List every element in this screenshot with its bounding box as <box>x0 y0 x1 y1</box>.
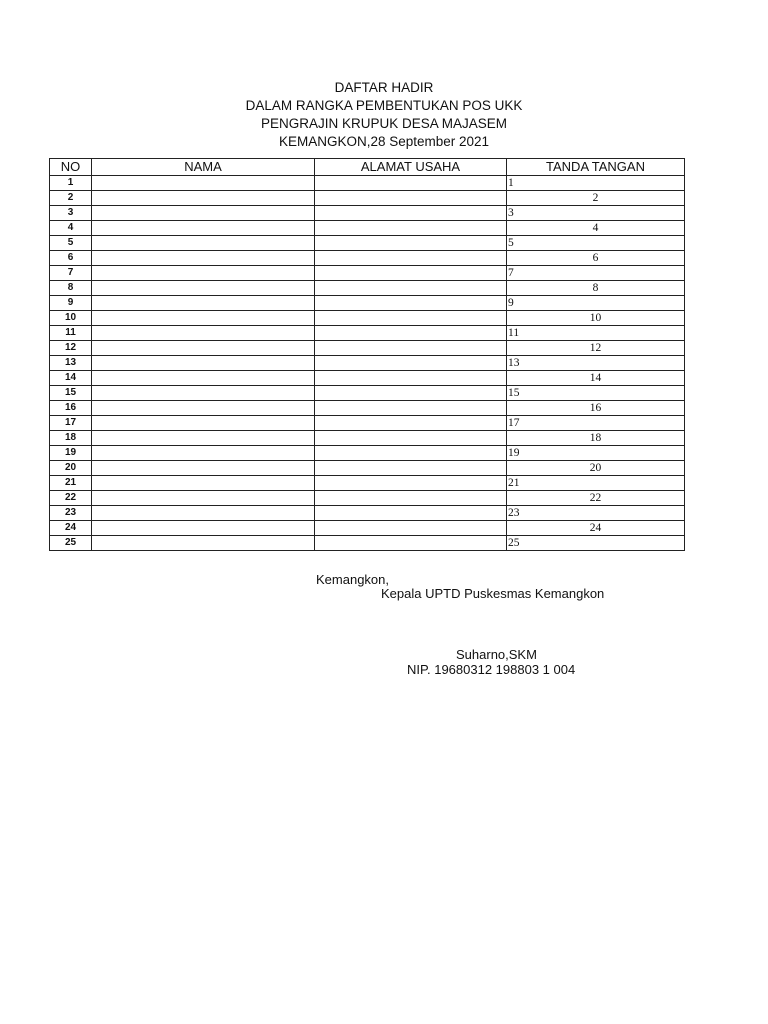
table-row <box>50 476 685 491</box>
cell-nama <box>92 251 315 266</box>
cell-no: 1 <box>50 176 92 191</box>
cell-alamat <box>315 356 507 371</box>
signatory-name: Suharno,SKM <box>456 647 537 662</box>
cell-no: 10 <box>50 311 92 326</box>
cell-tanda-tangan: 8 <box>507 281 685 296</box>
cell-no: 9 <box>50 296 92 311</box>
cell-tanda-tangan: 5 <box>507 236 685 251</box>
cell-alamat <box>315 461 507 476</box>
cell-no: 25 <box>50 536 92 551</box>
cell-alamat <box>315 476 507 491</box>
cell-nama <box>92 311 315 326</box>
cell-no: 3 <box>50 206 92 221</box>
cell-no: 7 <box>50 266 92 281</box>
cell-no: 17 <box>50 416 92 431</box>
cell-alamat <box>315 281 507 296</box>
table-row <box>50 536 685 551</box>
cell-alamat <box>315 416 507 431</box>
cell-alamat <box>315 221 507 236</box>
cell-nama <box>92 326 315 341</box>
cell-tanda-tangan: 19 <box>507 446 685 461</box>
table-row <box>50 416 685 431</box>
cell-no: 24 <box>50 521 92 536</box>
table-row <box>50 356 685 371</box>
cell-alamat <box>315 431 507 446</box>
cell-no: 2 <box>50 191 92 206</box>
cell-nama <box>92 281 315 296</box>
cell-nama <box>92 491 315 506</box>
cell-alamat <box>315 401 507 416</box>
cell-alamat <box>315 506 507 521</box>
cell-tanda-tangan: 7 <box>507 266 685 281</box>
attendance-table <box>49 158 685 551</box>
cell-tanda-tangan: 13 <box>507 356 685 371</box>
cell-tanda-tangan: 16 <box>507 401 685 416</box>
cell-tanda-tangan: 18 <box>507 431 685 446</box>
title-line-4: KEMANGKON,28 September 2021 <box>278 134 490 149</box>
cell-no: 19 <box>50 446 92 461</box>
cell-no: 8 <box>50 281 92 296</box>
cell-tanda-tangan: 21 <box>507 476 685 491</box>
table-row <box>50 221 685 236</box>
cell-nama <box>92 296 315 311</box>
cell-nama <box>92 446 315 461</box>
cell-tanda-tangan: 22 <box>507 491 685 506</box>
cell-tanda-tangan: 25 <box>507 536 685 551</box>
table-row <box>50 341 685 356</box>
cell-nama <box>92 356 315 371</box>
document-title-block <box>0 79 768 151</box>
cell-tanda-tangan: 20 <box>507 461 685 476</box>
cell-nama <box>92 236 315 251</box>
cell-tanda-tangan: 24 <box>507 521 685 536</box>
table-row <box>50 521 685 536</box>
cell-alamat <box>315 236 507 251</box>
cell-nama <box>92 176 315 191</box>
table-row <box>50 281 685 296</box>
table-row <box>50 266 685 281</box>
cell-tanda-tangan: 12 <box>507 341 685 356</box>
cell-alamat <box>315 266 507 281</box>
cell-nama <box>92 266 315 281</box>
cell-tanda-tangan: 1 <box>507 176 685 191</box>
cell-nama <box>92 536 315 551</box>
table-row <box>50 461 685 476</box>
signatory-nip: NIP. 19680312 198803 1 004 <box>407 662 576 677</box>
cell-alamat <box>315 521 507 536</box>
title-line-1: DAFTAR HADIR <box>334 80 434 95</box>
table-row <box>50 191 685 206</box>
cell-no: 22 <box>50 491 92 506</box>
table-row <box>50 176 685 191</box>
cell-nama <box>92 416 315 431</box>
table-row <box>50 251 685 266</box>
table-row <box>50 431 685 446</box>
column-header-tanda-tangan: TANDA TANGAN <box>507 159 685 176</box>
cell-tanda-tangan: 23 <box>507 506 685 521</box>
cell-alamat <box>315 206 507 221</box>
cell-nama <box>92 506 315 521</box>
table-row <box>50 296 685 311</box>
cell-no: 20 <box>50 461 92 476</box>
cell-nama <box>92 521 315 536</box>
cell-alamat <box>315 371 507 386</box>
signature-place: Kemangkon, <box>316 572 389 587</box>
cell-tanda-tangan: 2 <box>507 191 685 206</box>
cell-no: 12 <box>50 341 92 356</box>
table-header-row <box>50 159 685 176</box>
table-row <box>50 446 685 461</box>
cell-no: 6 <box>50 251 92 266</box>
table-row <box>50 311 685 326</box>
table-row <box>50 386 685 401</box>
cell-nama <box>92 401 315 416</box>
cell-tanda-tangan: 6 <box>507 251 685 266</box>
cell-alamat <box>315 326 507 341</box>
cell-nama <box>92 431 315 446</box>
cell-alamat <box>315 491 507 506</box>
cell-alamat <box>315 311 507 326</box>
cell-tanda-tangan: 3 <box>507 206 685 221</box>
cell-alamat <box>315 341 507 356</box>
cell-alamat <box>315 446 507 461</box>
cell-alamat <box>315 296 507 311</box>
table-row <box>50 491 685 506</box>
table-row <box>50 401 685 416</box>
cell-tanda-tangan: 4 <box>507 221 685 236</box>
title-line-2: DALAM RANGKA PEMBENTUKAN POS UKK <box>245 98 523 113</box>
table-row <box>50 236 685 251</box>
cell-nama <box>92 206 315 221</box>
cell-no: 16 <box>50 401 92 416</box>
cell-nama <box>92 341 315 356</box>
cell-tanda-tangan: 17 <box>507 416 685 431</box>
table-row <box>50 371 685 386</box>
cell-nama <box>92 461 315 476</box>
column-header-alamat: ALAMAT USAHA <box>315 159 507 176</box>
table-body <box>50 176 685 551</box>
cell-no: 4 <box>50 221 92 236</box>
cell-tanda-tangan: 15 <box>507 386 685 401</box>
signatory-role: Kepala UPTD Puskesmas Kemangkon <box>381 586 605 601</box>
cell-alamat <box>315 386 507 401</box>
cell-tanda-tangan: 11 <box>507 326 685 341</box>
cell-nama <box>92 386 315 401</box>
table-row <box>50 326 685 341</box>
column-header-nama: NAMA <box>92 159 315 176</box>
cell-tanda-tangan: 10 <box>507 311 685 326</box>
title-line-3: PENGRAJIN KRUPUK DESA MAJASEM <box>260 116 508 131</box>
cell-no: 18 <box>50 431 92 446</box>
cell-no: 13 <box>50 356 92 371</box>
cell-alamat <box>315 176 507 191</box>
cell-nama <box>92 476 315 491</box>
cell-nama <box>92 191 315 206</box>
cell-no: 23 <box>50 506 92 521</box>
column-header-no: NO <box>50 159 92 176</box>
cell-nama <box>92 371 315 386</box>
cell-alamat <box>315 536 507 551</box>
cell-no: 14 <box>50 371 92 386</box>
cell-no: 11 <box>50 326 92 341</box>
cell-no: 21 <box>50 476 92 491</box>
cell-nama <box>92 221 315 236</box>
cell-tanda-tangan: 9 <box>507 296 685 311</box>
cell-alamat <box>315 191 507 206</box>
table-row <box>50 206 685 221</box>
cell-no: 5 <box>50 236 92 251</box>
cell-tanda-tangan: 14 <box>507 371 685 386</box>
table-row <box>50 506 685 521</box>
cell-no: 15 <box>50 386 92 401</box>
cell-alamat <box>315 251 507 266</box>
